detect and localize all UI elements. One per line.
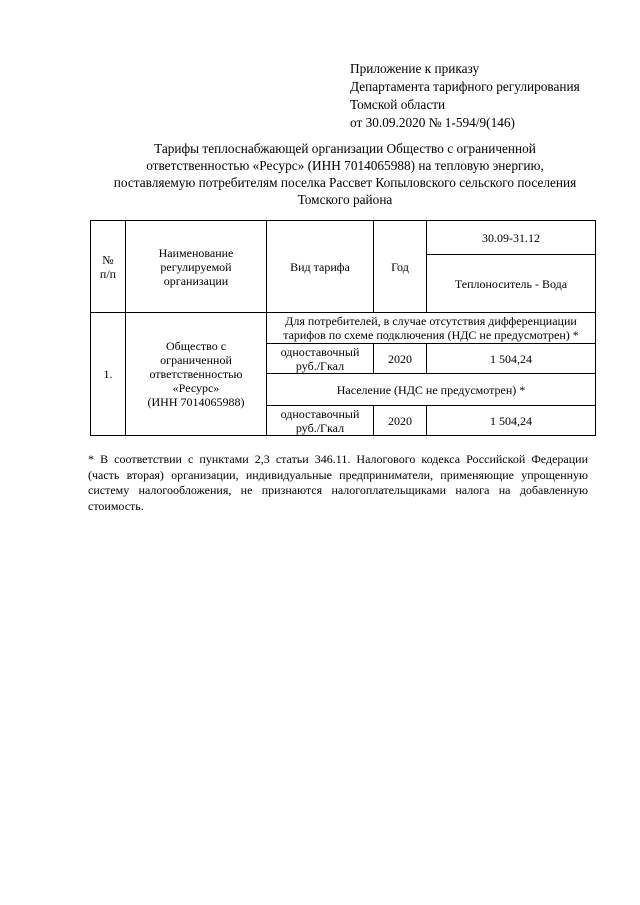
appendix-line: Томской области: [350, 97, 446, 112]
tariff-type-text: руб./Гкал: [295, 420, 345, 435]
tariff-type-cell: [267, 406, 374, 436]
footnote: * В соответствии с пунктами 2,3 статьи 346.11. Налогового кодекса Российской Федерации (часть вторая) организации, индивидуальные предприниматели, применяющие упрощенную систему налогообложения, не признаются налогоплательщиками налога на добавленную стоимость.: [88, 452, 588, 513]
header-text: №: [102, 252, 114, 267]
title-line: Тарифы теплоснабжающей организации Общество с ограниченной: [154, 141, 536, 156]
header-carrier: Теплоноситель - Вода: [427, 255, 596, 313]
header-text: регулируемой: [160, 259, 232, 274]
org-text: (ИНН 7014065988): [147, 395, 245, 409]
year-cell: 2020: [374, 344, 427, 374]
header-organization: [126, 221, 267, 313]
org-text: «Ресурс»: [172, 381, 220, 395]
appendix-line: от 30.09.2020 № 1-594/9(146): [350, 115, 515, 130]
header-number: [91, 221, 126, 313]
title-line: Томского района: [297, 192, 393, 207]
tariff-value-cell: 1 504,24: [427, 344, 596, 374]
tariff-type-text: одноставочный: [280, 344, 360, 359]
header-period: 30.09-31.12: [427, 221, 596, 255]
header-year: Год: [374, 221, 427, 313]
title-line: поставляемую потребителям поселка Рассвет Копыловского сельского поселения: [113, 175, 577, 190]
appendix-line: Департамента тарифного регулирования: [350, 79, 580, 94]
tariff-type-text: руб./Гкал: [295, 358, 345, 373]
org-text: ограниченной: [160, 353, 232, 367]
year-cell: 2020: [374, 406, 427, 436]
appendix-reference: [350, 60, 620, 132]
title-line: ответственностью «Ресурс» (ИНН 7014065988) на тепловую энергию,: [146, 158, 544, 173]
appendix-line: Приложение к приказу: [350, 61, 480, 76]
row-number: 1.: [91, 313, 126, 436]
tariff-table: [90, 220, 596, 436]
tariff-type-text: одноставочный: [280, 406, 360, 421]
document-title: [60, 140, 630, 208]
org-text: ответственностью: [149, 367, 243, 381]
row-organization: [126, 313, 267, 436]
header-text: п/п: [99, 266, 117, 281]
tariff-value-cell: 1 504,24: [427, 406, 596, 436]
consumer-group-label: [267, 313, 596, 344]
header-tariff-type: Вид тарифа: [267, 221, 374, 313]
group-text: тарифов по схеме подключения (НДС не предусмотрен) *: [283, 328, 579, 342]
org-text: Общество с: [165, 339, 227, 353]
header-text: организации: [163, 273, 229, 288]
group-text: Для потребителей, в случае отсутствия дифференциации: [285, 314, 577, 328]
header-text: Наименование: [158, 245, 234, 260]
consumer-group-label: Население (НДС не предусмотрен) *: [267, 374, 596, 406]
tariff-type-cell: [267, 344, 374, 374]
